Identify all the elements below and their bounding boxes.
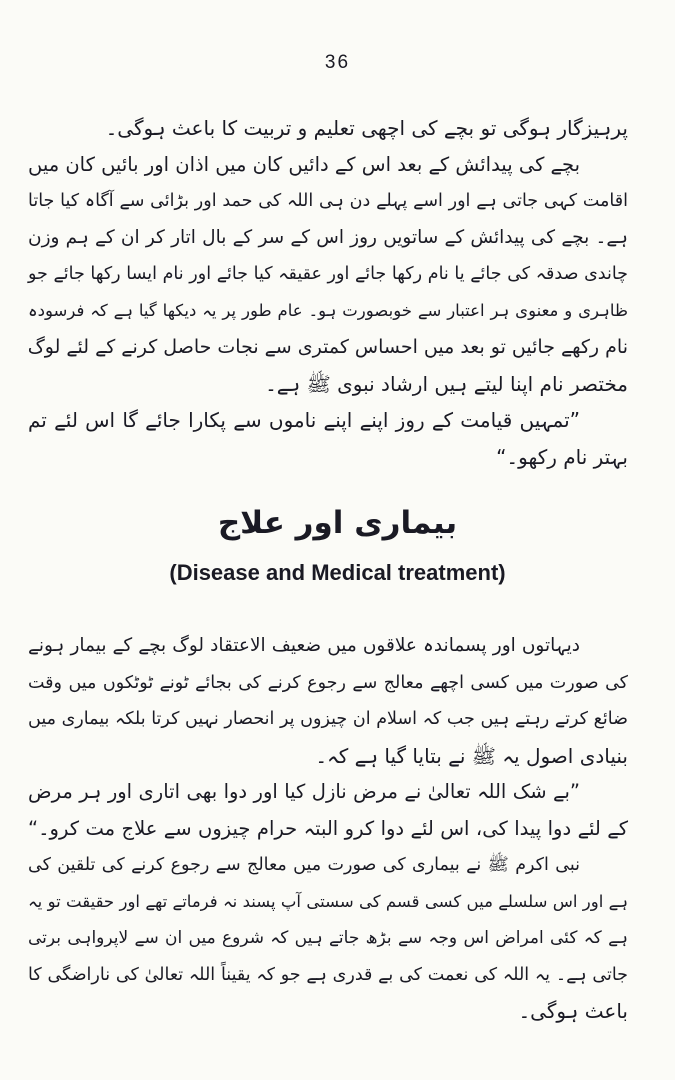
section-heading-urdu: بیماری اور علاج — [217, 505, 458, 541]
text-line: ہے کہ کئی امراض اس وجہ سے بڑھ جاتے ہیں کہ شروع میں ان سے لاپرواہی برتی — [28, 928, 628, 948]
quote-line: بہتر نام رکھو۔“ — [496, 444, 628, 469]
text-line: نبی اکرم ﷺ نے بیماری کی صورت میں معالج سے رجوع کرنے کی تلقین کی — [28, 855, 580, 875]
section-heading-english: (Disease and Medical treatment) — [169, 560, 506, 585]
text-line: چاندی صدقہ کی جائے یا نام رکھا جائے اور عقیقہ کیا جائے اور نام ایسا رکھا جائے جو — [28, 264, 628, 284]
text-line: پرہیزگار ہوگی تو بچے کی اچھی تعلیم و تربیت کا باعث ہوگی۔ — [105, 116, 628, 140]
quote-line: ”تمہیں قیامت کے روز اپنے اپنے ناموں سے پکارا جائے گا اس لئے تم — [28, 408, 580, 432]
quote-line: ”بے شک اللہ تعالیٰ نے مرض نازل کیا اور دوا بھی اتاری اور ہر مرض — [28, 780, 580, 803]
text-line: باعث ہوگی۔ — [518, 999, 628, 1023]
text-line: جاتی ہے۔ یہ اللہ کی نعمت کی بے قدری ہے جو کہ یقیناً اللہ تعالیٰ کی ناراضگی کا — [28, 964, 628, 985]
text-line: ہے اور اس سلسلے میں کسی قسم کی سستی آپ پسند نہ فرماتے تھے اور حقیقت تو یہ — [28, 891, 628, 911]
text-line: مختصر نام اپنا لیتے ہیں ارشاد نبوی ﷺ ہے۔ — [265, 371, 628, 396]
quote-line: کے لئے دوا پیدا کی، اس لئے دوا کرو البتہ حرام چیزوں سے علاج مت کرو۔“ — [28, 816, 628, 840]
text-line: ظاہری و معنوی ہر اعتبار سے خوبصورت ہو۔ عام طور پر یہ دیکھا گیا ہے کہ فرسودہ — [28, 300, 628, 320]
paragraph-naming — [28, 110, 628, 475]
text-line: ضائع کرتے رہتے ہیں جب کہ اسلام ان چیزوں پر انحصار نہیں کرتا بلکہ بیماری میں — [28, 709, 628, 729]
text-line: بنیادی اصول یہ ﷺ نے بتایا گیا ہے کہ۔ — [315, 743, 628, 768]
paragraph-disease — [28, 628, 628, 1030]
text-line: بچے کی پیدائش کے بعد اس کے دائیں کان میں اذان اور بائیں کان میں — [27, 152, 580, 176]
text-line: اقامت کہی جاتی ہے اور اسے پہلے دن ہی اللہ کی حمد اور بڑائی سے آگاہ کیا جاتا — [28, 191, 628, 211]
text-line: ہے۔ بچے کی پیدائش کے ساتویں روز اس کے سر کے بال اتار کر ان کے ہم وزن — [28, 226, 628, 248]
page-number: 36 — [324, 52, 351, 73]
text-line: کی صورت میں کسی اچھے معالج سے رجوع کرنے کی بجائے ٹونے ٹوٹکوں میں وقت — [28, 672, 628, 693]
text-line: نام رکھے جائیں تو بعد میں احساس کمتری سے نجات حاصل کرنے کے لئے لوگ — [27, 336, 628, 358]
text-line: دیہاتوں اور پسماندہ علاقوں میں ضعیف الاعتقاد لوگ بچے کے بیمار ہونے — [28, 635, 580, 656]
